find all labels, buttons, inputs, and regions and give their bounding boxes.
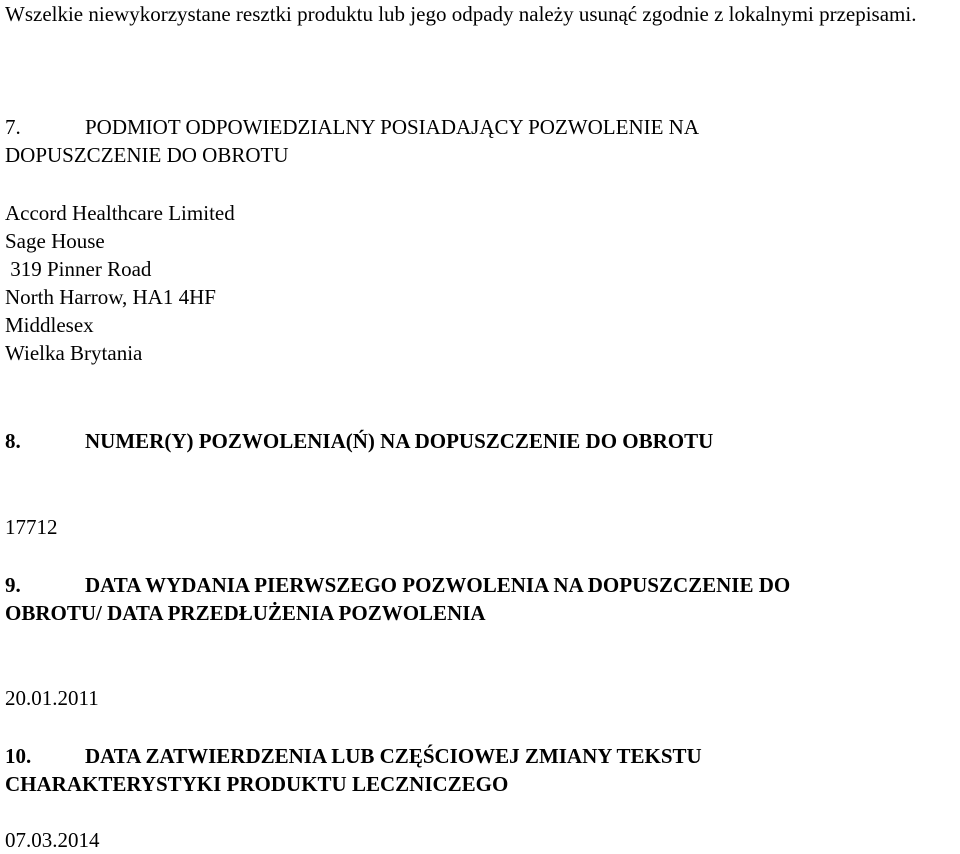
section-9-value: 20.01.2011	[5, 686, 99, 710]
section-9-title-line1: DATA WYDANIA PIERWSZEGO POZWOLENIA NA DOPUSZCZENIE DO	[85, 573, 791, 597]
address-block	[5, 199, 955, 367]
address-county: Middlesex	[5, 313, 94, 337]
section-10-value: 07.03.2014	[5, 828, 100, 852]
section-8-value-block	[5, 513, 955, 541]
section-8-title: NUMER(Y) POZWOLENIA(Ń) NA DOPUSZCZENIE DO OBROTU	[85, 429, 714, 453]
address-city-postcode: North Harrow, HA1 4HF	[5, 285, 216, 309]
intro-paragraph	[5, 0, 955, 28]
section-9-heading-line1	[5, 571, 955, 599]
section-7-title-line2: DOPUSZCZENIE DO OBROTU	[5, 143, 289, 167]
address-company: Accord Healthcare Limited	[5, 201, 235, 225]
section-9	[5, 571, 955, 627]
intro-text: Wszelkie niewykorzystane resztki produktu lub jego odpady należy usunąć zgodnie z lokalnymi przepisami.	[5, 2, 917, 26]
section-10-value-block	[5, 826, 955, 854]
section-8	[5, 427, 955, 455]
address-country: Wielka Brytania	[5, 341, 143, 365]
address-street: 319 Pinner Road	[5, 257, 152, 281]
section-9-value-block	[5, 684, 955, 712]
section-10	[5, 742, 955, 798]
section-10-number: 10.	[5, 744, 32, 768]
section-7-number: 7.	[5, 115, 21, 139]
section-8-heading	[5, 427, 955, 455]
section-7	[5, 113, 955, 169]
section-8-value: 17712	[5, 515, 58, 539]
section-9-title-line2: OBROTU/ DATA PRZEDŁUŻENIA POZWOLENIA	[5, 601, 486, 625]
section-10-title-line1: DATA ZATWIERDZENIA LUB CZĘŚCIOWEJ ZMIANY TEKSTU	[85, 744, 702, 768]
section-7-heading-line1	[5, 113, 955, 141]
address-building: Sage House	[5, 229, 105, 253]
section-10-title-line2: CHARAKTERYSTYKI PRODUKTU LECZNICZEGO	[5, 772, 509, 796]
section-7-title-line1: PODMIOT ODPOWIEDZIALNY POSIADAJĄCY POZWOLENIE NA	[85, 115, 700, 139]
section-10-heading-line1	[5, 742, 955, 770]
section-8-number: 8.	[5, 429, 21, 453]
section-9-number: 9.	[5, 573, 21, 597]
